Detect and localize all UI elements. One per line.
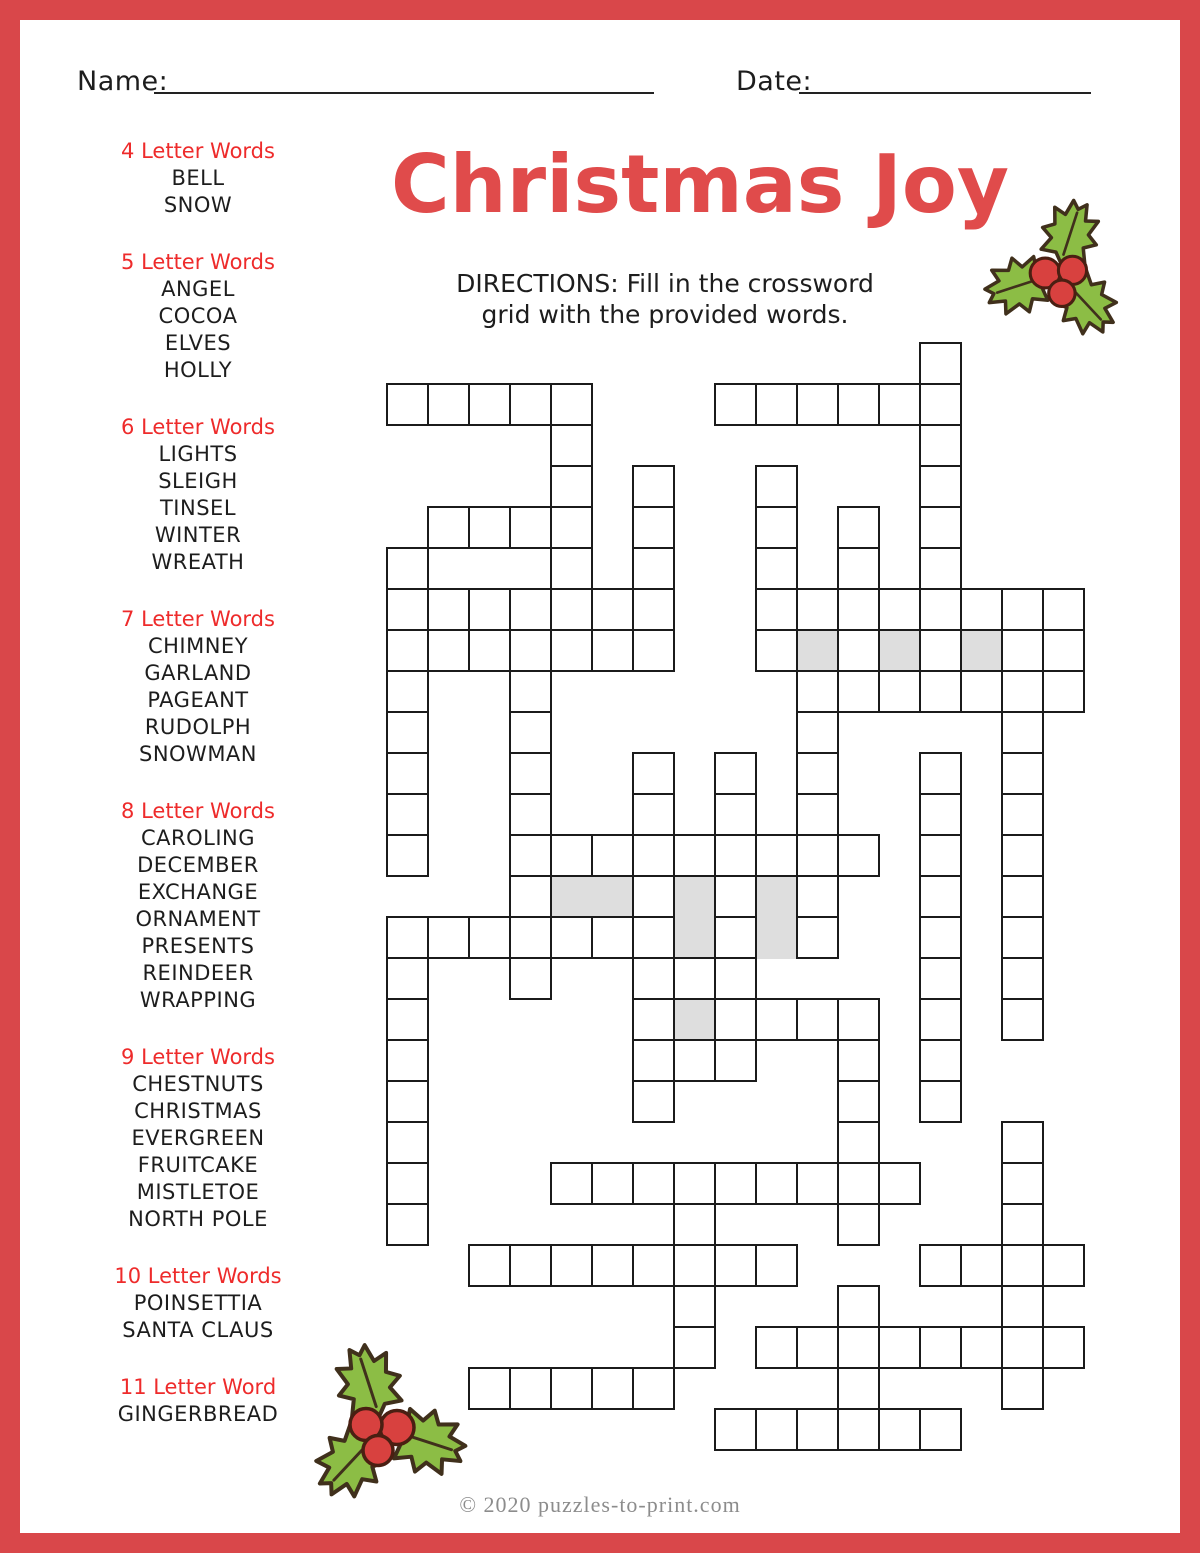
grid-cell[interactable] [1001, 1121, 1044, 1164]
word-list-section [73, 138, 323, 219]
grid-cell[interactable] [755, 1244, 798, 1287]
copyright-text: © 2020 puzzles-to-print.com [459, 1492, 741, 1517]
grid-cell[interactable] [550, 834, 593, 877]
grid-cell[interactable] [837, 547, 880, 590]
name-label: Name: [77, 66, 169, 97]
grid-cell[interactable] [673, 1244, 716, 1287]
grid-cell[interactable] [960, 588, 1003, 631]
grid-cell[interactable] [796, 998, 839, 1041]
grid-cell[interactable] [714, 1408, 757, 1451]
grid-cell[interactable] [632, 1244, 675, 1287]
directions-text [400, 268, 930, 330]
grid-cell[interactable] [509, 1367, 552, 1410]
grid-cell[interactable] [468, 629, 511, 672]
grid-cell[interactable] [509, 506, 552, 549]
word-list-item: GARLAND [144, 661, 252, 685]
grid-cell[interactable] [960, 1244, 1003, 1287]
grid-cell[interactable] [386, 588, 429, 631]
grid-cell[interactable] [960, 670, 1003, 713]
grid-cell[interactable] [837, 1203, 880, 1246]
grid-cell[interactable] [1042, 1326, 1085, 1369]
grid-cell[interactable] [919, 834, 962, 877]
grid-cell[interactable] [632, 547, 675, 590]
grid-cell[interactable] [632, 629, 675, 672]
name-field[interactable] [154, 64, 654, 94]
grid-cell[interactable] [386, 711, 429, 754]
word-list-section [73, 1044, 323, 1233]
word-list-heading: 5 Letter Words [121, 250, 275, 274]
grid-cell[interactable] [796, 588, 839, 631]
grid-cell[interactable] [468, 916, 511, 959]
grid-cell[interactable] [509, 670, 552, 713]
date-field[interactable] [799, 64, 1091, 94]
word-list-item: RUDOLPH [144, 715, 252, 739]
grid-cell[interactable] [714, 916, 757, 959]
grid-cell[interactable] [837, 629, 880, 672]
grid-cell[interactable] [919, 670, 962, 713]
date-label: Date: [736, 66, 813, 97]
grid-cell[interactable] [878, 1162, 921, 1205]
word-list-item: ANGEL [161, 277, 235, 301]
grid-cell[interactable] [714, 1244, 757, 1287]
grid-cell[interactable] [632, 1162, 675, 1205]
grid-cell[interactable] [468, 588, 511, 631]
word-list-heading: 7 Letter Words [121, 607, 275, 631]
word-list-item: ORNAMENT [135, 907, 261, 931]
grid-cell[interactable] [427, 506, 470, 549]
grid-cell[interactable] [1001, 752, 1044, 795]
word-list-item: CAROLING [140, 826, 256, 850]
grid-cell[interactable] [919, 875, 962, 918]
grid-cell[interactable] [386, 998, 429, 1041]
grid-cell[interactable] [796, 383, 839, 426]
word-list-item: POINSETTIA [133, 1291, 263, 1315]
grid-cell-shaded [673, 875, 716, 918]
grid-cell[interactable] [509, 711, 552, 754]
grid-cell[interactable] [919, 547, 962, 590]
grid-cell[interactable] [1001, 1285, 1044, 1328]
grid-cell[interactable] [837, 834, 880, 877]
grid-cell[interactable] [796, 711, 839, 754]
word-list-item: DECEMBER [137, 853, 259, 877]
grid-cell[interactable] [386, 1162, 429, 1205]
grid-cell[interactable] [1001, 1244, 1044, 1287]
grid-cell[interactable] [509, 1244, 552, 1287]
grid-cell[interactable] [755, 834, 798, 877]
grid-cell[interactable] [550, 1162, 593, 1205]
grid-cell[interactable] [468, 383, 511, 426]
grid-cell[interactable] [632, 752, 675, 795]
word-list-item: SANTA CLAUS [122, 1318, 274, 1342]
word-list-item: PAGEANT [147, 688, 249, 712]
grid-cell[interactable] [1042, 1244, 1085, 1287]
grid-cell[interactable] [878, 383, 921, 426]
grid-cell[interactable] [714, 383, 757, 426]
grid-cell[interactable] [837, 1326, 880, 1369]
word-list-heading: 10 Letter Words [114, 1264, 282, 1288]
grid-cell[interactable] [509, 752, 552, 795]
grid-cell[interactable] [755, 547, 798, 590]
grid-cell[interactable] [837, 506, 880, 549]
word-list-section [73, 798, 323, 1014]
grid-cell[interactable] [837, 1367, 880, 1410]
grid-cell[interactable] [632, 916, 675, 959]
word-list-section [73, 606, 323, 768]
grid-cell[interactable] [509, 916, 552, 959]
grid-cell[interactable] [673, 1326, 716, 1369]
grid-cell[interactable] [509, 875, 552, 918]
word-list-item: HOLLY [163, 358, 233, 382]
grid-cell-shaded [960, 629, 1003, 672]
grid-cell[interactable] [919, 465, 962, 508]
grid-cell[interactable] [919, 793, 962, 836]
grid-cell[interactable] [468, 1244, 511, 1287]
grid-cell[interactable] [1001, 957, 1044, 1000]
grid-cell[interactable] [1001, 711, 1044, 754]
grid-cell[interactable] [386, 1039, 429, 1082]
grid-cell[interactable] [673, 834, 716, 877]
word-list-item: BELL [171, 166, 225, 190]
grid-cell[interactable] [837, 383, 880, 426]
grid-cell[interactable] [509, 834, 552, 877]
grid-cell[interactable] [1001, 875, 1044, 918]
word-list-item: MISTLETOE [136, 1180, 260, 1204]
grid-cell[interactable] [1042, 588, 1085, 631]
grid-cell[interactable] [919, 424, 962, 467]
word-list-item: SLEIGH [158, 469, 238, 493]
grid-cell[interactable] [796, 1326, 839, 1369]
grid-cell[interactable] [1001, 916, 1044, 959]
grid-cell[interactable] [919, 752, 962, 795]
grid-cell[interactable] [837, 1080, 880, 1123]
grid-cell[interactable] [755, 588, 798, 631]
grid-cell[interactable] [632, 834, 675, 877]
grid-cell[interactable] [591, 588, 634, 631]
grid-cell[interactable] [509, 957, 552, 1000]
grid-cell[interactable] [673, 1203, 716, 1246]
grid-cell[interactable] [919, 506, 962, 549]
grid-cell[interactable] [386, 383, 429, 426]
grid-cell[interactable] [1001, 1367, 1044, 1410]
grid-cell[interactable] [837, 1039, 880, 1082]
grid-cell[interactable] [427, 629, 470, 672]
word-list-item: SNOW [163, 193, 233, 217]
word-list-section [73, 414, 323, 576]
grid-cell[interactable] [632, 998, 675, 1041]
grid-cell[interactable] [632, 506, 675, 549]
grid-cell-shaded [755, 916, 798, 959]
grid-cell[interactable] [632, 1367, 675, 1410]
grid-cell-shaded [878, 629, 921, 672]
directions-line2: grid with the provided words. [481, 300, 849, 329]
grid-cell[interactable] [386, 547, 429, 590]
grid-cell[interactable] [550, 506, 593, 549]
word-list-item: EXCHANGE [137, 880, 259, 904]
grid-cell[interactable] [796, 1408, 839, 1451]
grid-cell[interactable] [386, 957, 429, 1000]
grid-cell[interactable] [714, 834, 757, 877]
grid-cell[interactable] [755, 1326, 798, 1369]
word-list-heading: 4 Letter Words [121, 139, 275, 163]
grid-cell[interactable] [386, 916, 429, 959]
grid-cell[interactable] [632, 588, 675, 631]
word-list-item: WINTER [154, 523, 242, 547]
grid-cell[interactable] [427, 588, 470, 631]
grid-cell[interactable] [919, 629, 962, 672]
grid-cell-shaded [591, 875, 634, 918]
grid-cell[interactable] [796, 834, 839, 877]
grid-cell[interactable] [591, 629, 634, 672]
grid-cell[interactable] [550, 916, 593, 959]
grid-cell[interactable] [1001, 998, 1044, 1041]
grid-cell[interactable] [919, 1408, 962, 1451]
grid-cell[interactable] [714, 1162, 757, 1205]
grid-cell[interactable] [509, 629, 552, 672]
grid-cell[interactable] [796, 916, 839, 959]
grid-cell[interactable] [550, 383, 593, 426]
grid-cell[interactable] [550, 588, 593, 631]
word-list-item: TINSEL [159, 496, 237, 520]
grid-cell[interactable] [755, 998, 798, 1041]
word-list-heading: 8 Letter Words [121, 799, 275, 823]
grid-cell[interactable] [386, 1121, 429, 1164]
page-title: Christmas Joy [390, 138, 1010, 231]
grid-cell-shaded [673, 998, 716, 1041]
grid-cell[interactable] [755, 383, 798, 426]
grid-cell[interactable] [714, 998, 757, 1041]
grid-cell[interactable] [796, 875, 839, 918]
grid-cell[interactable] [878, 670, 921, 713]
grid-cell[interactable] [632, 875, 675, 918]
grid-cell[interactable] [1001, 670, 1044, 713]
grid-cell[interactable] [837, 670, 880, 713]
grid-cell[interactable] [550, 547, 593, 590]
grid-cell[interactable] [878, 1326, 921, 1369]
grid-cell[interactable] [673, 957, 716, 1000]
grid-cell[interactable] [1001, 629, 1044, 672]
grid-cell[interactable] [550, 1367, 593, 1410]
grid-cell[interactable] [714, 1039, 757, 1082]
grid-cell[interactable] [509, 793, 552, 836]
grid-cell[interactable] [1001, 1162, 1044, 1205]
word-list-item: CHRISTMAS [134, 1099, 262, 1123]
grid-cell[interactable] [919, 957, 962, 1000]
grid-cell[interactable] [755, 629, 798, 672]
grid-cell[interactable] [591, 1244, 634, 1287]
grid-cell[interactable] [796, 793, 839, 836]
grid-cell[interactable] [591, 1162, 634, 1205]
grid-cell[interactable] [919, 1080, 962, 1123]
grid-cell[interactable] [509, 588, 552, 631]
grid-cell[interactable] [1042, 670, 1085, 713]
grid-cell[interactable] [386, 793, 429, 836]
grid-cell[interactable] [591, 916, 634, 959]
grid-cell[interactable] [1001, 834, 1044, 877]
grid-cell[interactable] [919, 1039, 962, 1082]
grid-cell[interactable] [714, 793, 757, 836]
grid-cell[interactable] [427, 383, 470, 426]
grid-cell[interactable] [878, 588, 921, 631]
grid-cell[interactable] [714, 752, 757, 795]
word-list-item: ELVES [164, 331, 232, 355]
grid-cell[interactable] [550, 465, 593, 508]
word-list-item: CHESTNUTS [132, 1072, 264, 1096]
grid-cell[interactable] [837, 998, 880, 1041]
grid-cell-shaded [755, 875, 798, 918]
grid-cell[interactable] [919, 916, 962, 959]
grid-cell[interactable] [468, 506, 511, 549]
grid-cell[interactable] [386, 670, 429, 713]
grid-cell[interactable] [673, 1039, 716, 1082]
grid-cell[interactable] [632, 1080, 675, 1123]
grid-cell[interactable] [755, 1408, 798, 1451]
grid-cell[interactable] [386, 629, 429, 672]
grid-cell[interactable] [837, 1408, 880, 1451]
grid-cell[interactable] [919, 998, 962, 1041]
grid-cell[interactable] [386, 1080, 429, 1123]
grid-cell[interactable] [632, 957, 675, 1000]
directions-line1: DIRECTIONS: Fill in the crossword [456, 269, 874, 298]
word-list-item: PRESENTS [141, 934, 255, 958]
word-list-item: COCOA [158, 304, 238, 328]
word-list-item: CHIMNEY [147, 634, 249, 658]
grid-cell[interactable] [673, 1162, 716, 1205]
grid-cell[interactable] [591, 1367, 634, 1410]
grid-cell[interactable] [1001, 588, 1044, 631]
grid-cell[interactable] [796, 1162, 839, 1205]
word-list-section [73, 249, 323, 384]
grid-cell[interactable] [673, 1285, 716, 1328]
grid-cell[interactable] [468, 1367, 511, 1410]
holly-icon [965, 178, 1150, 368]
grid-cell[interactable] [427, 916, 470, 959]
word-list-heading: 9 Letter Words [121, 1045, 275, 1069]
word-list-item: FRUITCAKE [137, 1153, 259, 1177]
word-list-item: GINGERBREAD [117, 1402, 279, 1426]
word-list-item: SNOWMAN [138, 742, 258, 766]
crossword-grid [386, 342, 1085, 1451]
grid-cell[interactable] [796, 670, 839, 713]
grid-cell[interactable] [755, 1162, 798, 1205]
grid-cell[interactable] [1042, 629, 1085, 672]
grid-cell[interactable] [386, 834, 429, 877]
word-list-heading: 6 Letter Words [121, 415, 275, 439]
grid-cell[interactable] [1001, 793, 1044, 836]
word-list-item: EVERGREEN [131, 1126, 265, 1150]
grid-cell[interactable] [837, 1162, 880, 1205]
grid-cell[interactable] [796, 752, 839, 795]
word-list-item: NORTH POLE [128, 1207, 268, 1231]
word-list-item: LIGHTS [158, 442, 238, 466]
grid-cell[interactable] [591, 834, 634, 877]
grid-cell-shaded [796, 629, 839, 672]
word-list-item: WRAPPING [139, 988, 257, 1012]
word-list-item: REINDEER [142, 961, 254, 985]
grid-cell[interactable] [632, 1039, 675, 1082]
grid-cell[interactable] [919, 1326, 962, 1369]
grid-cell-shaded [673, 916, 716, 959]
grid-cell[interactable] [919, 383, 962, 426]
grid-cell[interactable] [632, 793, 675, 836]
grid-cell[interactable] [386, 752, 429, 795]
grid-cell[interactable] [550, 1244, 593, 1287]
grid-cell[interactable] [837, 588, 880, 631]
grid-cell[interactable] [837, 1121, 880, 1164]
grid-cell[interactable] [919, 1244, 962, 1287]
word-list-item: WREATH [151, 550, 245, 574]
grid-cell[interactable] [550, 424, 593, 467]
grid-cell[interactable] [632, 465, 675, 508]
word-list [73, 138, 323, 1428]
word-list-heading: 11 Letter Word [119, 1375, 277, 1399]
grid-cell[interactable] [509, 383, 552, 426]
grid-cell[interactable] [386, 1203, 429, 1246]
grid-cell[interactable] [878, 1408, 921, 1451]
grid-cell[interactable] [919, 342, 962, 385]
grid-cell[interactable] [714, 957, 757, 1000]
grid-cell-shaded [550, 875, 593, 918]
grid-cell[interactable] [960, 1326, 1003, 1369]
grid-cell[interactable] [919, 588, 962, 631]
grid-cell[interactable] [755, 465, 798, 508]
grid-cell[interactable] [1001, 1326, 1044, 1369]
grid-cell[interactable] [550, 629, 593, 672]
grid-cell[interactable] [714, 875, 757, 918]
grid-cell[interactable] [755, 506, 798, 549]
grid-cell[interactable] [837, 1285, 880, 1328]
grid-cell[interactable] [1001, 1203, 1044, 1246]
